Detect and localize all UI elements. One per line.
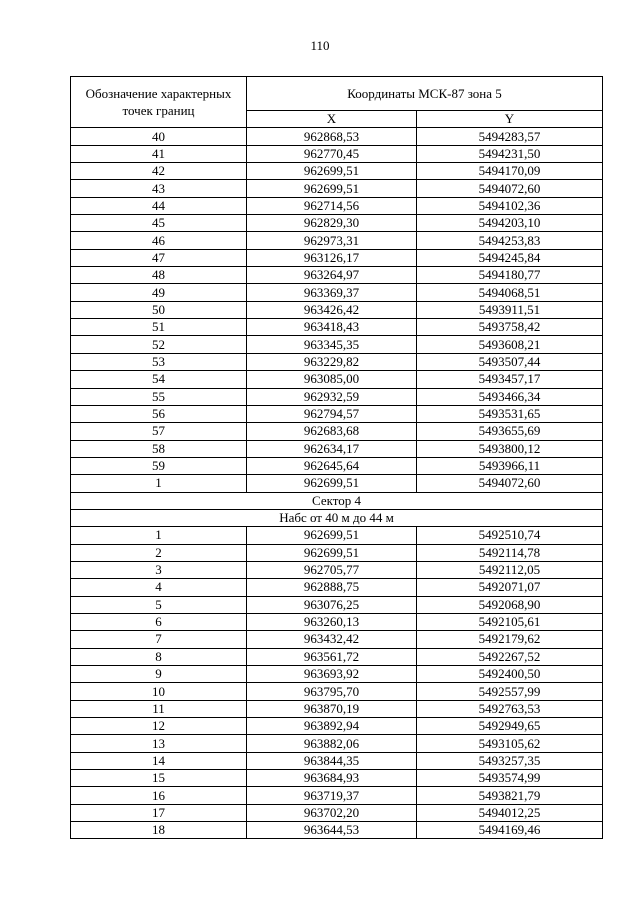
x-coordinate-cell: 963432,42 xyxy=(247,631,417,648)
y-coordinate-cell: 5494283,57 xyxy=(417,128,603,145)
table-row xyxy=(71,683,603,700)
table-row xyxy=(71,180,603,197)
point-number-cell: 10 xyxy=(71,683,247,700)
table-row xyxy=(71,301,603,318)
x-coordinate-cell: 962868,53 xyxy=(247,128,417,145)
point-number-cell: 18 xyxy=(71,822,247,839)
y-coordinate-cell: 5493758,42 xyxy=(417,319,603,336)
x-column-header: X xyxy=(247,111,417,128)
x-coordinate-cell: 963345,35 xyxy=(247,336,417,353)
y-coordinate-cell: 5492763,53 xyxy=(417,700,603,717)
point-number-cell: 12 xyxy=(71,718,247,735)
y-coordinate-cell: 5492114,78 xyxy=(417,544,603,561)
table-row xyxy=(71,596,603,613)
point-number-cell: 59 xyxy=(71,457,247,474)
x-coordinate-cell: 962932,59 xyxy=(247,388,417,405)
table-row xyxy=(71,822,603,839)
x-coordinate-cell: 963085,00 xyxy=(247,371,417,388)
y-coordinate-cell: 5494231,50 xyxy=(417,145,603,162)
table-row xyxy=(71,787,603,804)
table-row xyxy=(71,631,603,648)
x-coordinate-cell: 963260,13 xyxy=(247,613,417,630)
table-row xyxy=(71,666,603,683)
y-coordinate-cell: 5493531,65 xyxy=(417,405,603,422)
y-coordinate-cell: 5492179,62 xyxy=(417,631,603,648)
x-coordinate-cell: 962714,56 xyxy=(247,197,417,214)
table-row xyxy=(71,353,603,370)
table-row xyxy=(71,527,603,544)
table-row xyxy=(71,770,603,787)
point-number-cell: 53 xyxy=(71,353,247,370)
point-number-cell: 56 xyxy=(71,405,247,422)
y-coordinate-cell: 5494245,84 xyxy=(417,249,603,266)
table-row xyxy=(71,284,603,301)
y-coordinate-cell: 5492112,05 xyxy=(417,561,603,578)
table-header xyxy=(71,77,603,128)
point-number-cell: 57 xyxy=(71,423,247,440)
table-row xyxy=(71,249,603,266)
table-row xyxy=(71,423,603,440)
sector-subtitle: Набс от 40 м до 44 м xyxy=(71,509,603,526)
table-row xyxy=(71,128,603,145)
x-coordinate-cell: 962699,51 xyxy=(247,475,417,492)
point-number-cell: 48 xyxy=(71,267,247,284)
table-row xyxy=(71,648,603,665)
point-number-cell: 5 xyxy=(71,596,247,613)
point-number-cell: 11 xyxy=(71,700,247,717)
y-coordinate-cell: 5494102,36 xyxy=(417,197,603,214)
table-row xyxy=(71,267,603,284)
point-number-cell: 1 xyxy=(71,475,247,492)
y-column-header: Y xyxy=(417,111,603,128)
y-coordinate-cell: 5494072,60 xyxy=(417,180,603,197)
x-coordinate-cell: 962683,68 xyxy=(247,423,417,440)
table-row xyxy=(71,163,603,180)
x-coordinate-cell: 963229,82 xyxy=(247,353,417,370)
table-row xyxy=(71,457,603,474)
point-number-cell: 16 xyxy=(71,787,247,804)
x-coordinate-cell: 963702,20 xyxy=(247,804,417,821)
x-coordinate-cell: 963870,19 xyxy=(247,700,417,717)
y-coordinate-cell: 5493466,34 xyxy=(417,388,603,405)
sector-title: Сектор 4 xyxy=(71,492,603,509)
y-coordinate-cell: 5493800,12 xyxy=(417,440,603,457)
y-coordinate-cell: 5494253,83 xyxy=(417,232,603,249)
x-coordinate-cell: 962699,51 xyxy=(247,163,417,180)
table-row xyxy=(71,388,603,405)
sector-heading xyxy=(71,492,603,527)
x-coordinate-cell: 963693,92 xyxy=(247,666,417,683)
point-designation-header: Обозначение характерных точек границ xyxy=(71,77,247,128)
point-number-cell: 3 xyxy=(71,561,247,578)
table-row xyxy=(71,440,603,457)
point-number-cell: 14 xyxy=(71,752,247,769)
table-row xyxy=(71,718,603,735)
point-number-cell: 50 xyxy=(71,301,247,318)
point-number-cell: 4 xyxy=(71,579,247,596)
table-row xyxy=(71,405,603,422)
x-coordinate-cell: 963426,42 xyxy=(247,301,417,318)
x-coordinate-cell: 963076,25 xyxy=(247,596,417,613)
x-coordinate-cell: 962794,57 xyxy=(247,405,417,422)
table-row xyxy=(71,232,603,249)
x-coordinate-cell: 963719,37 xyxy=(247,787,417,804)
y-coordinate-cell: 5494203,10 xyxy=(417,215,603,232)
x-coordinate-cell: 963561,72 xyxy=(247,648,417,665)
x-coordinate-cell: 962645,64 xyxy=(247,457,417,474)
y-coordinate-cell: 5494170,09 xyxy=(417,163,603,180)
point-number-cell: 8 xyxy=(71,648,247,665)
point-number-cell: 6 xyxy=(71,613,247,630)
coordinates-table xyxy=(70,76,603,839)
x-coordinate-cell: 962973,31 xyxy=(247,232,417,249)
y-coordinate-cell: 5493257,35 xyxy=(417,752,603,769)
x-coordinate-cell: 962699,51 xyxy=(247,180,417,197)
point-number-cell: 44 xyxy=(71,197,247,214)
point-number-cell: 42 xyxy=(71,163,247,180)
table-row xyxy=(71,145,603,162)
table-row xyxy=(71,215,603,232)
y-coordinate-cell: 5492068,90 xyxy=(417,596,603,613)
x-coordinate-cell: 963844,35 xyxy=(247,752,417,769)
table-row xyxy=(71,561,603,578)
x-coordinate-cell: 963418,43 xyxy=(247,319,417,336)
table-row xyxy=(71,752,603,769)
y-coordinate-cell: 5494068,51 xyxy=(417,284,603,301)
table-row xyxy=(71,804,603,821)
point-number-cell: 15 xyxy=(71,770,247,787)
x-coordinate-cell: 962634,17 xyxy=(247,440,417,457)
table-row xyxy=(71,544,603,561)
y-coordinate-cell: 5492105,61 xyxy=(417,613,603,630)
y-coordinate-cell: 5494012,25 xyxy=(417,804,603,821)
point-number-cell: 2 xyxy=(71,544,247,561)
point-number-cell: 49 xyxy=(71,284,247,301)
point-number-cell: 45 xyxy=(71,215,247,232)
y-coordinate-cell: 5492071,07 xyxy=(417,579,603,596)
point-number-cell: 47 xyxy=(71,249,247,266)
table-row xyxy=(71,735,603,752)
x-coordinate-cell: 963126,17 xyxy=(247,249,417,266)
table-row xyxy=(71,613,603,630)
y-coordinate-cell: 5492557,99 xyxy=(417,683,603,700)
block2-body xyxy=(71,527,603,839)
table-row xyxy=(71,475,603,492)
point-number-cell: 55 xyxy=(71,388,247,405)
y-coordinate-cell: 5493507,44 xyxy=(417,353,603,370)
table-row xyxy=(71,579,603,596)
y-coordinate-cell: 5493655,69 xyxy=(417,423,603,440)
y-coordinate-cell: 5493608,21 xyxy=(417,336,603,353)
point-number-cell: 52 xyxy=(71,336,247,353)
x-coordinate-cell: 963264,97 xyxy=(247,267,417,284)
y-coordinate-cell: 5493821,79 xyxy=(417,787,603,804)
block1-body xyxy=(71,128,603,492)
x-coordinate-cell: 963882,06 xyxy=(247,735,417,752)
point-number-cell: 43 xyxy=(71,180,247,197)
x-coordinate-cell: 962888,75 xyxy=(247,579,417,596)
coordinates-system-header: Координаты МСК-87 зона 5 xyxy=(247,77,603,111)
table-row xyxy=(71,336,603,353)
y-coordinate-cell: 5493105,62 xyxy=(417,735,603,752)
x-coordinate-cell: 963892,94 xyxy=(247,718,417,735)
x-coordinate-cell: 963795,70 xyxy=(247,683,417,700)
point-number-cell: 13 xyxy=(71,735,247,752)
point-number-cell: 58 xyxy=(71,440,247,457)
table-row xyxy=(71,700,603,717)
table-row xyxy=(71,371,603,388)
point-number-cell: 41 xyxy=(71,145,247,162)
y-coordinate-cell: 5494072,60 xyxy=(417,475,603,492)
point-number-cell: 40 xyxy=(71,128,247,145)
x-coordinate-cell: 963684,93 xyxy=(247,770,417,787)
x-coordinate-cell: 962829,30 xyxy=(247,215,417,232)
x-coordinate-cell: 963644,53 xyxy=(247,822,417,839)
x-coordinate-cell: 962699,51 xyxy=(247,544,417,561)
point-number-cell: 54 xyxy=(71,371,247,388)
y-coordinate-cell: 5492510,74 xyxy=(417,527,603,544)
point-number-cell: 1 xyxy=(71,527,247,544)
y-coordinate-cell: 5493457,17 xyxy=(417,371,603,388)
table-row xyxy=(71,319,603,336)
y-coordinate-cell: 5492400,50 xyxy=(417,666,603,683)
point-number-cell: 7 xyxy=(71,631,247,648)
x-coordinate-cell: 962770,45 xyxy=(247,145,417,162)
x-coordinate-cell: 962705,77 xyxy=(247,561,417,578)
point-number-cell: 17 xyxy=(71,804,247,821)
y-coordinate-cell: 5493966,11 xyxy=(417,457,603,474)
page-number: 110 xyxy=(310,38,330,53)
x-coordinate-cell: 963369,37 xyxy=(247,284,417,301)
point-number-cell: 9 xyxy=(71,666,247,683)
y-coordinate-cell: 5492949,65 xyxy=(417,718,603,735)
y-coordinate-cell: 5493911,51 xyxy=(417,301,603,318)
table-row xyxy=(71,197,603,214)
point-number-cell: 51 xyxy=(71,319,247,336)
y-coordinate-cell: 5493574,99 xyxy=(417,770,603,787)
y-coordinate-cell: 5494180,77 xyxy=(417,267,603,284)
point-number-cell: 46 xyxy=(71,232,247,249)
y-coordinate-cell: 5492267,52 xyxy=(417,648,603,665)
y-coordinate-cell: 5494169,46 xyxy=(417,822,603,839)
x-coordinate-cell: 962699,51 xyxy=(247,527,417,544)
